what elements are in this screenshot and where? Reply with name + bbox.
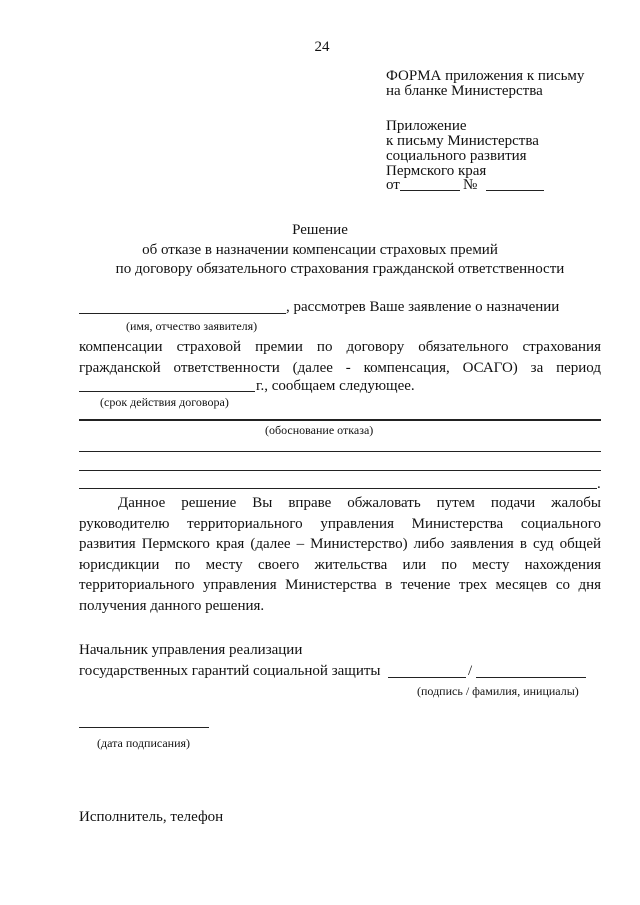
signature-separator: / xyxy=(468,663,473,679)
signing-date-caption: (дата подписания) xyxy=(97,736,191,750)
appendix-line3: социального развития xyxy=(386,148,527,164)
signature-title-line1: Начальник управления реализации xyxy=(79,642,303,658)
signing-date-blank xyxy=(79,727,209,728)
reason-line-4 xyxy=(79,488,597,489)
reason-end-dot: . xyxy=(597,476,601,492)
reason-line-3 xyxy=(79,470,601,471)
appeal-line: юрисдикции по месту своего жительства или по месту нахождения xyxy=(79,556,601,573)
body-line2: компенсации страховой премии по договору обязательного страхования xyxy=(79,339,601,355)
appendix-date-blank xyxy=(400,190,460,191)
signature-title-line2: государственных гарантий социальной защиты xyxy=(79,663,381,679)
name-initials-blank xyxy=(476,677,586,678)
applicant-name-blank xyxy=(79,313,286,314)
period-line-text: г., сообщаем следующее. xyxy=(256,378,415,394)
appendix-line1: Приложение xyxy=(386,118,467,134)
page-number: 24 xyxy=(314,39,330,55)
appendix-number-label: № xyxy=(463,177,478,193)
form-note-line1: ФОРМА приложения к письму xyxy=(386,68,585,84)
appendix-line2: к письму Министерства xyxy=(386,133,539,149)
title-line2: об отказе в назначении компенсации страховых премий xyxy=(142,242,498,258)
signature-blank xyxy=(388,677,466,678)
title-line3: по договору обязательного страхования гражданской ответственности xyxy=(115,261,565,277)
signature-caption: (подпись / фамилия, инициалы) xyxy=(417,684,579,698)
appeal-line: территориального управления Министерства в течение трех месяцев со дня xyxy=(79,577,601,593)
appeal-line: развития Пермского края (далее – Министерство) либо заявления в суд общей xyxy=(79,536,601,552)
appeal-line: руководителю территориального управления Министерства социального xyxy=(79,515,601,532)
appendix-from-label: от xyxy=(386,177,400,193)
reason-line-1 xyxy=(79,419,601,421)
appendix-number-blank xyxy=(486,190,544,191)
body-line3: гражданской ответственности (далее - компенсация, ОСАГО) за период xyxy=(79,360,601,376)
form-note-line2: на бланке Министерства xyxy=(386,83,543,99)
title-line1: Решение xyxy=(292,222,348,238)
appeal-line: Данное решение Вы вправе обжаловать путем подачи жалобы xyxy=(118,495,601,511)
applicant-line-text: , рассмотрев Ваше заявление о назначении xyxy=(286,299,560,315)
period-blank xyxy=(79,391,255,392)
period-caption: (срок действия договора) xyxy=(100,395,229,409)
appeal-line: получения данного решения. xyxy=(79,597,265,614)
appendix-line4: Пермского края xyxy=(386,163,487,179)
reason-line-2 xyxy=(79,451,601,452)
executor-label: Исполнитель, телефон xyxy=(79,809,224,825)
applicant-caption: (имя, отчество заявителя) xyxy=(126,319,258,333)
reason-caption: (обоснование отказа) xyxy=(265,423,374,437)
appeal-paragraph xyxy=(79,493,601,616)
